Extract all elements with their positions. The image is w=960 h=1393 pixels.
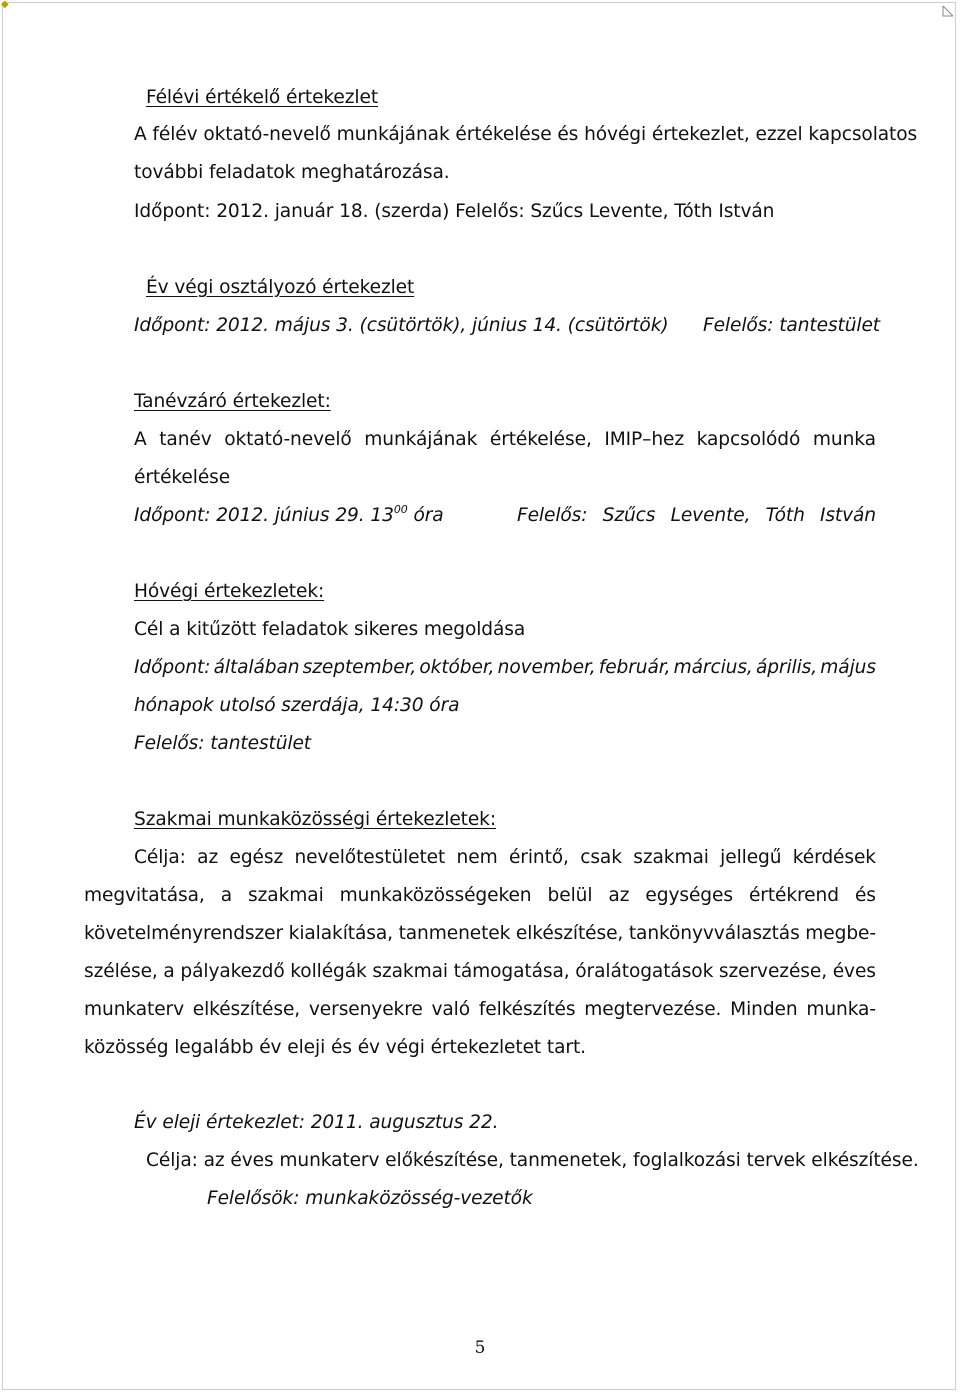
word: kollégák <box>290 961 367 982</box>
word: kapcsolódó <box>696 429 801 450</box>
word: az <box>197 847 219 868</box>
word: A <box>134 429 147 450</box>
word: február, <box>598 657 671 678</box>
word: Időpont: <box>134 657 211 678</box>
word: általában <box>213 657 300 678</box>
szakmai-line-4 <box>84 960 876 984</box>
word: csak <box>580 847 622 868</box>
ev-eleji-felelosok: Felelősök: munkaközösség-vezetők <box>207 1188 533 1209</box>
word: munka <box>812 429 876 450</box>
word: Szűcs <box>602 505 656 526</box>
szakmai-last-line: közösség legalább év eleji és év végi értekezletet tart. <box>84 1037 586 1058</box>
word: munkaközösségeken <box>339 885 532 906</box>
ev-vegi-felelos: Felelős: tantestület <box>703 315 881 336</box>
hovegi-felelos: Felelős: tantestület <box>134 733 312 754</box>
page-number: 5 <box>474 1338 486 1358</box>
word: éves <box>832 961 876 982</box>
word: egységes <box>645 885 733 906</box>
felevi-desc-line1: A félév oktató-nevelő munkájának értékelése és hóvégi értekezlet, ezzel kapcsolatos <box>134 124 918 145</box>
word: szakmai <box>372 961 448 982</box>
word: megtervezése. <box>584 999 722 1020</box>
word: munkájának <box>364 429 478 450</box>
word: október, <box>419 657 495 678</box>
word: belül <box>547 885 593 906</box>
word: jellegű <box>720 847 782 868</box>
word: április, <box>755 657 818 678</box>
word: követelményrendszer <box>84 923 284 944</box>
word: megbe- <box>805 923 876 944</box>
ev-eleji-celja: Célja: az éves munkaterv előkészítése, tanmenetek, foglalkozási tervek elkészítése. <box>146 1150 919 1171</box>
hovegi-idopont-line1 <box>134 656 876 680</box>
word: Tóth <box>765 505 805 526</box>
word: a <box>163 961 175 982</box>
word: szeptember, <box>302 657 417 678</box>
word: felkészítés <box>478 999 576 1020</box>
word: kérdések <box>792 847 876 868</box>
word: óralátogatások <box>575 961 714 982</box>
szakmai-line-2 <box>84 884 876 908</box>
word: szervezése, <box>718 961 828 982</box>
tanevzaro-idopont-text: Időpont: 2012. június 29. 13 <box>134 505 394 526</box>
word: elkészítése, <box>192 999 301 1020</box>
word: érintő, <box>508 847 569 868</box>
word: nem <box>456 847 498 868</box>
word: munkaterv <box>84 999 184 1020</box>
hovegi-heading: Hóvégi értekezletek: <box>134 581 325 602</box>
word: egész <box>229 847 284 868</box>
word: oktató-nevelő <box>224 429 352 450</box>
ev-eleji-heading: Év eleji értekezlet: 2011. augusztus 22. <box>134 1112 499 1133</box>
word: tankönyvválasztás <box>628 923 800 944</box>
word: szakmai <box>248 885 324 906</box>
felevi-idopont: Időpont: 2012. január 18. (szerda) Felelős: Szűcs Levente, Tóth István <box>134 201 775 222</box>
tanevzaro-desc-line1 <box>134 428 876 452</box>
szakmai-heading: Szakmai munkaközösségi értekezletek: <box>134 809 497 830</box>
tanevzaro-idopont <box>134 504 444 528</box>
ev-vegi-idopont: Időpont: 2012. május 3. (csütörtök), június 14. (csütörtök) <box>134 315 669 336</box>
word: az <box>608 885 630 906</box>
word: pályakezdő <box>180 961 285 982</box>
tanevzaro-idopont-suffix: óra <box>407 505 444 526</box>
word: megvitatása, <box>84 885 205 906</box>
word: támogatása, <box>453 961 570 982</box>
tanevzaro-felelos <box>517 504 876 528</box>
word: Felelős: <box>517 505 588 526</box>
word: munka- <box>806 999 876 1020</box>
word: tanmenetek <box>398 923 511 944</box>
word: Célja: <box>134 847 186 868</box>
word: március, <box>673 657 753 678</box>
hovegi-cel: Cél a kitűzött feladatok sikeres megoldása <box>134 619 526 640</box>
word: a <box>220 885 233 906</box>
word: Minden <box>730 999 798 1020</box>
word: szakmai <box>633 847 709 868</box>
szakmai-line-3 <box>84 922 876 946</box>
tanevzaro-heading: Tanévzáró értekezlet: <box>134 391 331 412</box>
word: május <box>820 657 876 678</box>
ev-vegi-heading: Év végi osztályozó értekezlet <box>146 277 415 298</box>
word: István <box>819 505 876 526</box>
word: tanév <box>159 429 212 450</box>
word: és <box>854 885 876 906</box>
tanevzaro-desc-line2: értékelése <box>134 467 231 488</box>
page-corner-icon <box>942 5 954 17</box>
szakmai-line-5 <box>84 998 876 1022</box>
felevi-heading: Félévi értékelő értekezlet <box>146 87 379 108</box>
hovegi-idopont-line2: hónapok utolsó szerdája, 14:30 óra <box>134 695 460 716</box>
tanevzaro-idopont-sup: 00 <box>393 503 408 516</box>
word: Levente, <box>670 505 751 526</box>
word: IMIP–hez <box>604 429 685 450</box>
word: nevelőtestületet <box>294 847 446 868</box>
word: versenyekre <box>308 999 423 1020</box>
word: kialakítása, <box>288 923 393 944</box>
word: november, <box>497 657 596 678</box>
word: való <box>431 999 471 1020</box>
corner-marker-icon: ◆ <box>1 0 9 10</box>
felevi-desc-line2: további feladatok meghatározása. <box>134 162 450 183</box>
word: szélése, <box>84 961 158 982</box>
szakmai-line-1 <box>134 846 876 870</box>
word: értékrend <box>748 885 839 906</box>
word: elkészítése, <box>515 923 624 944</box>
word: értékelése, <box>489 429 592 450</box>
